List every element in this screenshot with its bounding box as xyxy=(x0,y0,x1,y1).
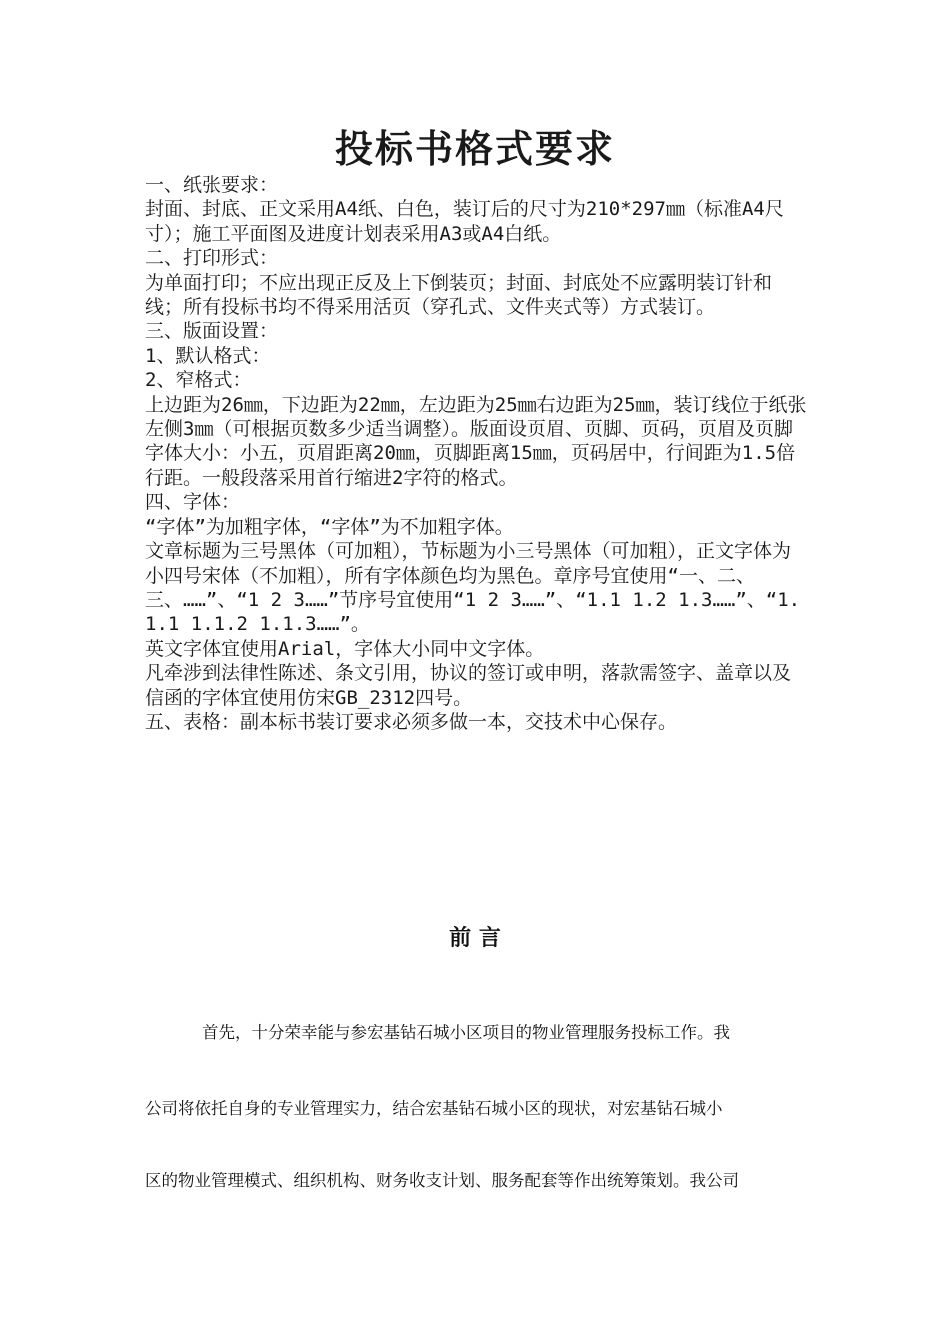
preface-line: 首先，十分荣幸能与参宏基钻石城小区项目的物业管理服务投标工作。我 xyxy=(202,1023,730,1042)
section-heading-printing: 二、打印形式： xyxy=(145,247,279,270)
preface-line: 公司将依托自身的专业管理实力，结合宏基钻石城小区的现状，对宏基钻石城小 xyxy=(145,1099,723,1118)
section-heading-tables: 五、表格：副本标书装订要求必须多做一本，交技术中心保存。 xyxy=(145,710,678,733)
legal-font-rule: 凡牵涉到法律性陈述、条文引用，协议的签订或申明，落款需签字、盖章以及信函的字体宜使用仿宋GB_2312四号。 xyxy=(145,662,792,709)
default-format-item: 1、默认格式： xyxy=(145,344,271,367)
narrow-format-item: 2、窄格式： xyxy=(145,369,252,392)
english-font-rule: 英文字体宜使用Arial，字体大小同中文字体。 xyxy=(145,637,545,660)
preface-heading: 前 言 xyxy=(449,925,501,951)
margin-settings-text: 上边距为26㎜，下边距为22㎜，左边距为25㎜右边距为25㎜，装订线位于纸张左侧3㎜（可根据页数多少适当调整）。版面设页眉、页脚、页码，页眉及页脚字体大小：小五，页眉距离20㎜，页脚距离15㎜，页码居中，行间距为1.5倍行距。一般段落采用首行缩进2字符的格式。 xyxy=(145,393,807,489)
section-heading-fonts: 四、字体： xyxy=(145,491,241,514)
document-title: 投标书格式要求 xyxy=(334,127,615,171)
heading-font-rules: 文章标题为三号黑体（可加粗），节标题为小三号黑体（可加粗），正文字体为小四号宋体（不加粗），所有字体颜色均为黑色。章序号宜使用“一、二、三、……”、“1 2 3……”节序号宜使用“1 2 3……”、“1.1 1.2 1.3……”、“1.1.1 1.1.2 1.1.3……”。 xyxy=(145,540,801,636)
preface-line: 区的物业管理模式、组织机构、财务收支计划、服务配套等作出统筹策划。我公司 xyxy=(145,1171,739,1190)
paper-requirement-text: 封面、封底、正文采用A4纸、白色，装订后的尺寸为210*297㎜（标准A4尺寸）；施工平面图及进度计划表采用A3或A4白纸。 xyxy=(145,198,784,245)
section-heading-layout: 三、版面设置： xyxy=(145,320,279,343)
requirements-section xyxy=(145,173,809,734)
section-heading-paper: 一、纸张要求： xyxy=(145,174,279,196)
font-bold-note: “字体”为加粗字体，“字体”为不加粗字体。 xyxy=(145,515,514,538)
printing-requirement-text: 为单面打印；不应出现正反及上下倒装页；封面、封底处不应露明装订针和线；所有投标书均不得采用活页（穿孔式、文件夹式等）方式装订。 xyxy=(145,271,773,319)
